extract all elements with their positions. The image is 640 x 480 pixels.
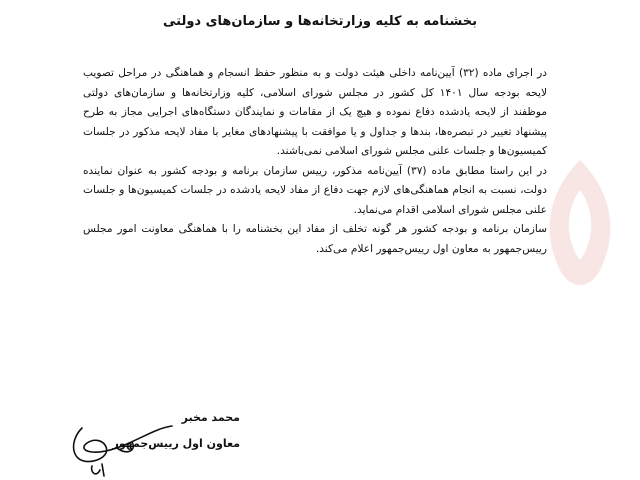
paragraph-1: در اجرای ماده (۳۲) آیین‌نامه داخلی هیئت دولت و به منظور حفظ انسجام و هماهنگی در مراحل تصویب لایحه بودجه سال ۱۴۰۱ کل کشور در مجلس شورای اسلامی، کلیه وزارتخانه‌ها و سازمان‌های دولتی موظفند از لایحه یادشده دفاع نموده و هیچ یک از مقامات و نمایندگان دستگاه‌های اجرایی مجاز به طرح پیشنهاد تغییر در تبصره‌ها، بندها و جداول و یا موافقت با پیشنهادهای مغایر با مفاد لایحه مذکور در جلسات کمیسیون‌ها و جلسات علنی مجلس شورای اسلامی نمی‌باشند. xyxy=(83,67,548,157)
document-body xyxy=(83,64,547,259)
signer-name: محمد مخبر xyxy=(181,411,240,424)
paragraph-3: سازمان برنامه و بودجه کشور هر گونه تخلف از مفاد این بخشنامه را با هماهنگی معاونت امور مجلس رییس‌جمهور به معاون اول رییس‌جمهور اعلام می‌کند. xyxy=(83,223,547,255)
document-title: بخشنامه به کلیه وزارتخانه‌ها و سازمان‌های دولتی xyxy=(162,14,478,29)
signer-block xyxy=(80,405,240,457)
paragraph-2: در این راستا مطابق ماده (۳۷) آیین‌نامه مذکور، رییس سازمان برنامه و بودجه کشور به عنوان نماینده دولت، نسبت به انجام هماهنگی‌های لازم جهت دفاع از مفاد لایحه یادشده در جلسات کمیسیون‌ها و جلسات علنی مجلس شورای اسلامی اقدام می‌نماید. xyxy=(83,164,547,216)
signer-title: معاون اول رییس‌جمهور xyxy=(112,437,240,450)
